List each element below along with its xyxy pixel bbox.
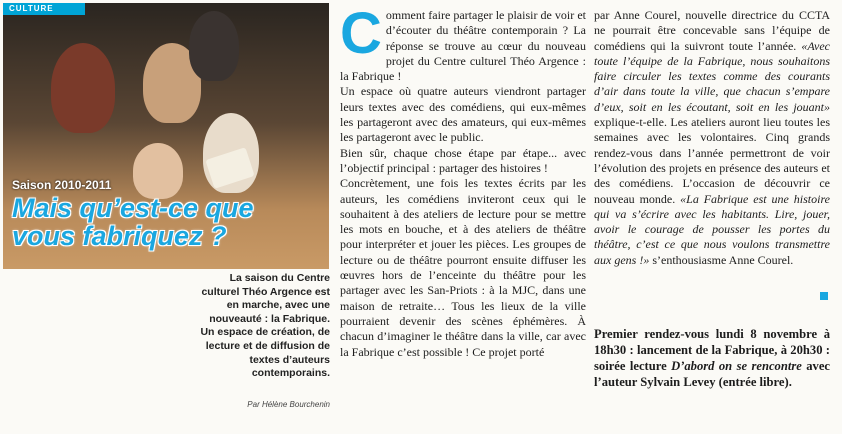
byline: Par Hélène Bourchenin <box>247 400 330 409</box>
headline: Mais qu’est-ce que vous fabriquez ? <box>12 193 254 251</box>
end-mark-icon <box>820 292 828 300</box>
text-run: avec l’auteur Sylvain Levey (entrée libre). <box>594 359 830 389</box>
drop-cap: C <box>340 1 382 66</box>
title-block <box>12 178 322 250</box>
article-column-1 <box>340 1 586 360</box>
event-announcement <box>594 326 830 390</box>
text-run: explique-t-elle. Les ateliers auront lieu toutes les semaines avec les volontaires. Cinq grands rendez-vous dans l’année permettront de voir l’évolution des projets en présence des auteurs et des comédiens. L’occasion de découvrir ce nouveau monde. <box>594 115 830 206</box>
intro-paragraph: La saison du Centre culturel Théo Argence est en marche, avec une nouveauté : la Fabrique. Un espace de création, de lecture et de diffusion de textes d’auteurs contemporains. <box>196 272 336 416</box>
paragraph: Bien sûr, chaque chose étape par étape... avec l’objectif principal : partager des histoires ! <box>340 145 586 175</box>
season-label: Saison 2010-2011 <box>12 178 112 192</box>
quote: «La Fabrique est une histoire qui va s’écrire avec les habitants. Lire, jouer, avoir le courage de pousser les portes du théâtre, c’est ce que nous voulons transmettre aux gens !» <box>594 191 830 267</box>
quote: «Avec toute l’équipe de la Fabrique, nous souhaitons faire circuler les textes comme des courants d’air dans toute la ville, que chacun s’empare d’eux, soit en les écoutant, soit en les jouant» <box>594 38 830 114</box>
section-tag: CULTURE <box>3 3 85 15</box>
text-run: par Anne Courel, nouvelle directrice du CCTA ne pourrait être concevable sans l’équipe de comédiens qui la suivront toute l’année. <box>594 8 830 53</box>
paragraph: Un espace où quatre auteurs viendront partager leurs textes avec des comédiens, qui eux-mêmes les partageront avec des amateurs, qui eux-mêmes les partageront avec le public. <box>340 84 586 145</box>
photo-person-left <box>51 43 115 133</box>
photo-person-back <box>189 11 239 81</box>
text-run: Premier rendez-vous lundi 8 novembre à 18h30 : lancement de la Fabrique, à 20h30 : soirée lecture <box>594 327 830 373</box>
event-title: D’abord on se rencontre <box>671 359 802 373</box>
paragraph: Concrètement, une fois les textes écrits par les auteurs, les comédiens inviteront ceux qui le souhaitent à des ateliers de lecture pour se mettre les mots en bouche, et à des ateliers de théâtre pour interpréter et jouer les pièces. Les groupes de lecture ou de théâtre pourront ensuite diffuser les œuvres hors de l’enceinte du théâtre pour les partager avec les San-Priots : à la MJC, dans une maison de retraite… Tous les lieux de la ville pourraient devenir des scènes éphémères. À chacun d’imaginer le théâtre dans la ville, car avec la Fabrique c’est possible ! Ce projet porté <box>340 176 586 359</box>
paragraph <box>594 8 830 268</box>
paragraph: omment faire partager le plaisir de voir et d’écouter du théâtre contemporain ? La réponse se trouve au cœur du nouveau projet du Centre culturel Théo Argence : la Fabrique ! <box>340 8 586 84</box>
text-run: s’enthousiasme Anne Courel. <box>649 252 794 267</box>
article-column-2 <box>594 8 830 268</box>
